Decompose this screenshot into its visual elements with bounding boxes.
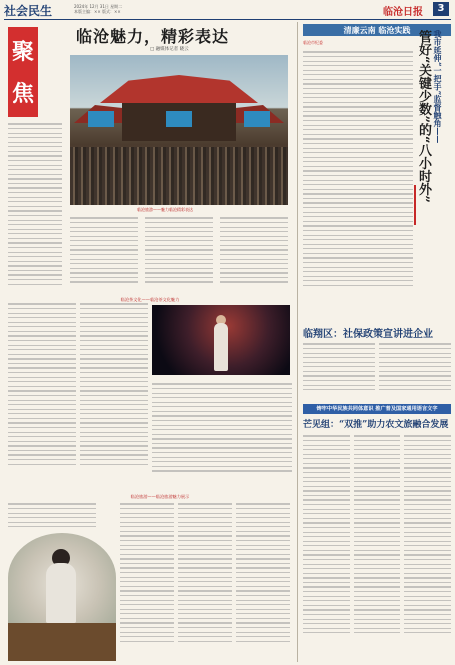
section-name: 社会民生 — [4, 4, 53, 18]
right-body-text — [303, 48, 413, 323]
blue-strip-text: 铸牢中华民族共同体意识 推广普及国家通用语言文字 — [316, 406, 438, 412]
stage-performance-photo — [152, 305, 290, 375]
red-accent-bar — [414, 185, 416, 225]
vertical-subtitle: 我市延伸“一把手”监督触角—— — [433, 30, 443, 144]
bottom-body-text-a — [8, 500, 96, 532]
focus-char-1: 聚 — [11, 39, 34, 65]
middle-body-text-2 — [152, 380, 292, 492]
header-meta — [74, 4, 122, 14]
page-header — [4, 2, 451, 18]
middle-section-label: 临沧茶文化——临沧茶文化魅力 — [120, 297, 180, 302]
focus-box — [8, 27, 38, 117]
main-body-text — [70, 214, 288, 292]
middle-body-text — [8, 300, 148, 490]
byline: □ 融媒体记者 晓云 — [150, 47, 189, 52]
right-body-text-2 — [303, 340, 451, 400]
newspaper-brand: 临沧日报 — [383, 7, 423, 18]
left-column-text — [8, 120, 62, 310]
column-divider — [297, 22, 298, 662]
hero-caption: 临沧旅游——魅力临沧精彩表达 — [137, 207, 193, 212]
main-title: 临沧魅力，精彩表达 — [76, 27, 230, 46]
header-editors: 本版主编：×× 版式：×× — [74, 9, 121, 14]
bottom-body-text — [120, 500, 292, 660]
header-rule — [4, 19, 451, 20]
right-banner-text: 清廉云南 临沧实践 — [343, 26, 411, 35]
focus-char-2: 焦 — [11, 81, 34, 107]
vertical-title: 管好“关键少数”的“八小时外” — [416, 30, 431, 203]
right-subhead-2: 芒见组：“双推”助力农文旅融合发展 — [303, 420, 449, 430]
right-subhead: 临翔区：社保政策宣讲进企业 — [303, 329, 433, 340]
bottom-section-label: 临沧旅游——临沧旅游魅力展示 — [130, 494, 190, 499]
page-number: 3 — [433, 2, 449, 16]
right-body-text-3 — [303, 432, 451, 662]
tea-ceremony-photo — [8, 533, 116, 661]
hero-photo — [70, 55, 288, 205]
right-small-label: 临沧市纪委 — [303, 40, 323, 45]
header-date: 2024年 12月 31日 星期二 — [74, 4, 123, 9]
